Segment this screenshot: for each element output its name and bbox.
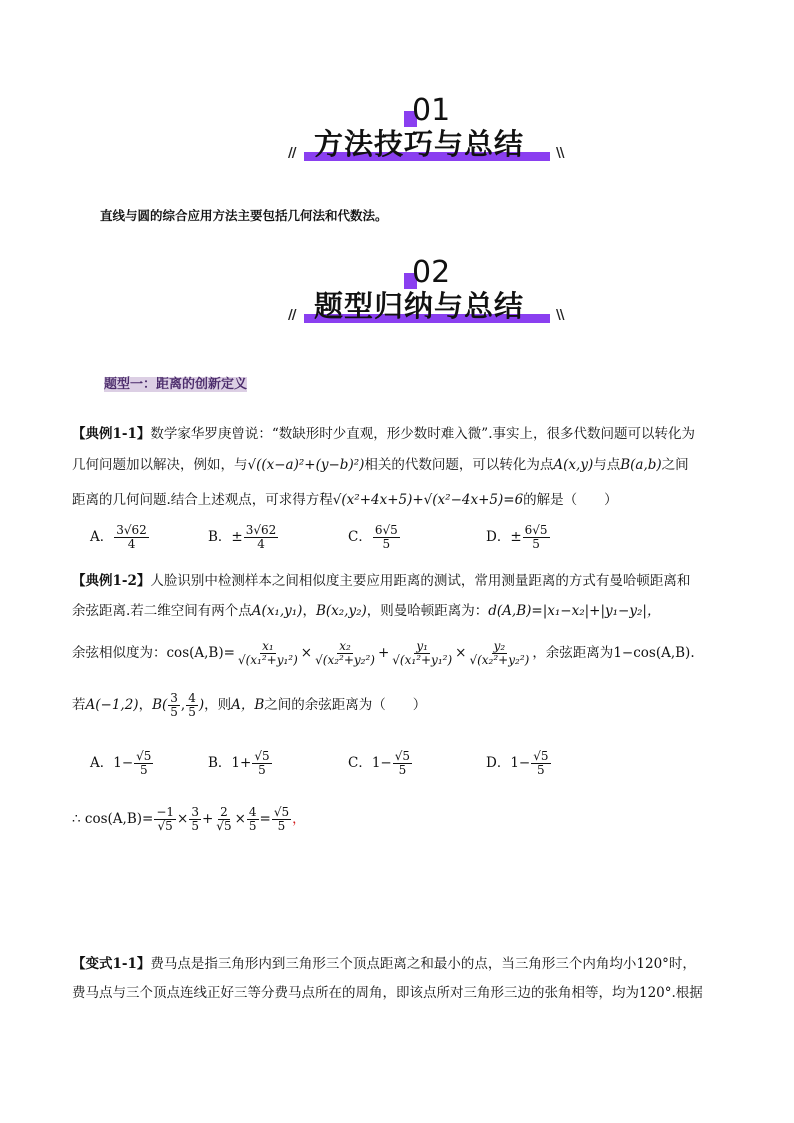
fraction-denominator: 5 (382, 537, 391, 552)
choice-label: D．± (486, 529, 522, 546)
title-slash-right: \\ (556, 308, 564, 323)
example-text: 距离的几何问题.结合上述观点，可求得方程 (72, 492, 333, 508)
fraction (154, 806, 176, 833)
math-point: ) (198, 697, 205, 714)
choice-c[interactable] (348, 524, 401, 551)
math-point: A(−1,2) (85, 697, 139, 714)
example-text: 相关的代数问题，可以转化为点 (364, 457, 554, 473)
fraction (236, 640, 300, 667)
math-point: A(x,y) (553, 457, 594, 473)
fraction (114, 524, 149, 551)
title-slash-right: \\ (556, 146, 564, 161)
example-1-1-line-2 (72, 457, 722, 473)
example-text: ，余弦距离为 (532, 645, 614, 662)
choice-b[interactable] (208, 524, 279, 551)
example-1-2-line-3 (72, 640, 722, 667)
fraction (373, 524, 400, 551)
operator: × (177, 811, 189, 828)
fraction-denominator: 5 (139, 763, 148, 778)
fraction (531, 750, 550, 777)
fraction (134, 750, 153, 777)
question-type-heading (104, 372, 247, 393)
math-point: B(a,b) (620, 457, 662, 473)
fraction-numerator: y₂ (493, 639, 506, 653)
choice-label: A． (90, 529, 114, 546)
section-title: 方法技巧与总结 (314, 127, 525, 161)
choice-label: B．± (208, 529, 243, 546)
fraction (214, 806, 233, 833)
fraction-numerator: √5 (254, 749, 270, 763)
fraction-denominator: 5 (277, 819, 286, 834)
math-point: A(x₁,y₁) (251, 603, 303, 619)
choice-label: B． (208, 755, 232, 772)
fraction (252, 750, 271, 777)
fraction-numerator: 4 (188, 691, 196, 705)
choice-label: A． (90, 755, 114, 772)
example-text: ， (302, 603, 316, 619)
choice-b[interactable] (208, 750, 273, 777)
fraction-denominator: 4 (127, 537, 136, 552)
fraction-numerator: 4 (248, 805, 257, 819)
fraction (247, 806, 259, 833)
math-point: A，B (231, 697, 265, 714)
summary-text: 直线与圆的综合应用方法主要包括几何法和代数法。 (100, 208, 388, 223)
variation-1-1-line-1 (72, 956, 722, 972)
solution-line (72, 806, 306, 833)
example-tag: 【典例1-2】 (72, 573, 151, 589)
operator: + (377, 645, 390, 662)
fraction-numerator: 6√5 (374, 523, 398, 537)
variation-1-1-line-2 (72, 985, 722, 1001)
example-1-2-line-4 (72, 692, 722, 719)
fraction-denominator: √5 (157, 819, 173, 834)
fraction-denominator: √(x₁²+y₁²) (392, 653, 453, 668)
choice-c[interactable] (348, 750, 413, 777)
variation-text: 费马点是指三角形内到三角形三个顶点距离之和最小的点，当三角形三个内角均小120°时， (150, 956, 696, 972)
example-text: 人脸识别中检测样本之间相似度主要应用距离的测试，常用测量距离的方式有曼哈顿距离和 (150, 573, 691, 589)
example-text: 余弦距离.若二维空间有两个点 (72, 603, 252, 619)
fraction (467, 640, 531, 667)
fraction (189, 806, 201, 833)
fraction-numerator: √5 (136, 749, 152, 763)
operator: × (455, 645, 467, 662)
section-number: 01 (412, 93, 451, 128)
fraction-numerator: x₁ (262, 639, 274, 653)
example-text: 之间 (661, 457, 689, 473)
math-expression: 1− (510, 755, 531, 772)
solution-end-mark: ， (292, 811, 306, 828)
fraction (313, 640, 377, 667)
math-equation: d(A,B)=|x₁−x₂|+|y₁−y₂|， (488, 603, 661, 619)
example-text: 几何问题加以解决，例如，与 (72, 457, 248, 473)
section-title: 题型归纳与总结 (314, 289, 525, 323)
fraction-numerator: 3√62 (245, 523, 277, 537)
math-expression: 1+ (231, 755, 252, 772)
section-number: 02 (412, 255, 451, 290)
fraction (390, 640, 454, 667)
math-point: B(x₂,y₂) (315, 603, 367, 619)
fraction-denominator: √(x₂²+y₂²) (469, 653, 530, 668)
example-text: ， (138, 697, 153, 714)
choice-a[interactable] (90, 524, 150, 551)
fraction-denominator: 5 (191, 819, 199, 834)
fraction-denominator: 5 (398, 763, 407, 778)
choice-label: C． (348, 755, 372, 772)
fraction-denominator: 5 (532, 537, 540, 552)
choice-d[interactable] (486, 524, 551, 551)
fraction-numerator: −1 (156, 805, 175, 819)
operator: × (300, 645, 313, 662)
example-text: 若 (72, 697, 86, 714)
example-1-1-line-3 (72, 492, 722, 508)
fraction-denominator: √(x₂²+y₂²) (315, 653, 375, 668)
fraction-denominator: √5 (216, 819, 232, 834)
math-point: B( (152, 697, 168, 714)
variation-tag: 【变式1-1】 (72, 956, 151, 972)
fraction-numerator: 3√62 (116, 523, 147, 537)
fraction-denominator: 5 (170, 705, 178, 720)
math-expression: √((x−a)²+(y−b)²) (247, 457, 365, 473)
math-expression: 1− (113, 755, 134, 772)
therefore-symbol: ∴ (72, 811, 81, 828)
question-type-heading-text: 题型一：距离的创新定义 (104, 377, 248, 392)
example-text: 余弦相似度为： (72, 645, 167, 662)
example-text: 数学家华罗庚曾说：“数缺形时少直观，形少数时难入微”.事实上，很多代数问题可以转化为 (150, 426, 695, 442)
example-text: ，则曼哈顿距离为： (366, 603, 489, 619)
example-text: , (180, 697, 186, 714)
fraction (523, 524, 550, 551)
fraction-denominator: 4 (257, 537, 265, 552)
math-expression: cos(A,B)= (84, 811, 154, 828)
operator: + (201, 811, 214, 828)
title-slash-left: // (288, 308, 296, 323)
example-1-2-line-1 (72, 573, 722, 589)
example-text: 与点 (593, 457, 621, 473)
math-expression: cos(A,B)= (166, 645, 235, 662)
fraction-numerator: y₁ (416, 639, 428, 653)
fraction-denominator: 5 (188, 705, 196, 720)
fraction-numerator: √5 (394, 749, 411, 763)
math-expression: 1−cos(A,B). (613, 645, 695, 662)
example-text: ，则 (204, 697, 232, 714)
example-text: 的解是（ ） (523, 492, 618, 508)
fraction-denominator: 5 (248, 819, 257, 834)
fraction (272, 806, 291, 833)
example-text: 之间的余弦距离为（ ） (264, 697, 427, 714)
fraction-numerator: x₂ (339, 639, 351, 653)
choice-label: C． (348, 529, 372, 546)
fraction-denominator: 5 (258, 763, 266, 778)
fraction-denominator: √(x₁²+y₁²) (237, 653, 298, 668)
example-tag: 【典例1-1】 (72, 426, 151, 442)
operator: × (234, 811, 246, 828)
fraction-numerator: √5 (273, 805, 290, 819)
fraction (244, 524, 279, 551)
math-equation: √(x²+4x+5)+√(x²−4x+5)=6 (332, 492, 524, 508)
example-1-2-line-2 (72, 603, 722, 619)
choice-d[interactable] (486, 750, 552, 777)
math-expression: 1− (371, 755, 392, 772)
variation-text: 费马点与三个顶点连线正好三等分费马点所在的周角，即该点所对三角形三边的张角相等，均为120°.根据 (72, 985, 703, 1001)
fraction-numerator: 3 (170, 691, 178, 705)
fraction-denominator: 5 (537, 763, 545, 778)
fraction (393, 750, 412, 777)
example-1-1-line-1 (72, 426, 722, 442)
fraction (186, 692, 198, 719)
operator: = (259, 811, 271, 828)
fraction-numerator: √5 (533, 749, 549, 763)
fraction-numerator: 2 (220, 805, 228, 819)
choice-label: D． (486, 755, 511, 772)
fraction-numerator: 3 (191, 805, 199, 819)
fraction-numerator: 6√5 (524, 523, 548, 537)
fraction (168, 692, 180, 719)
choice-a[interactable] (90, 750, 154, 777)
title-slash-left: // (288, 146, 296, 161)
